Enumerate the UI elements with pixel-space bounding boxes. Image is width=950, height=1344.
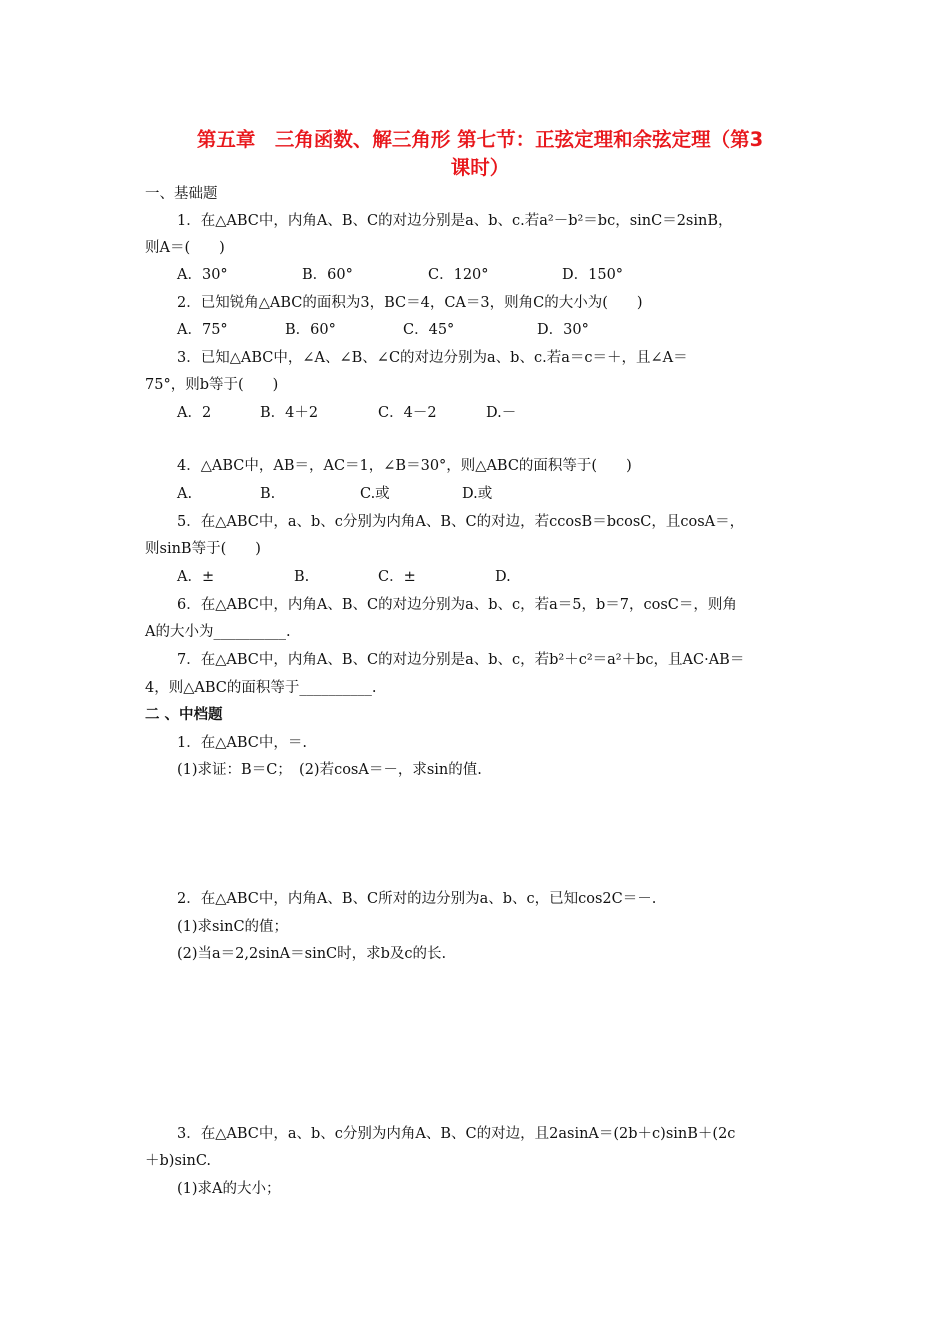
question-2-option-b: B．60° [285, 322, 336, 338]
section-heading-intermediate: 二 、中档题 [145, 707, 223, 723]
section2-question-2-part1: (1)求sinC的值； [177, 919, 289, 935]
question-1-text: 1．在△ABC中，内角A、B、C的对边分别是a、b、c.若a²－b²＝bc，sinC＝2sinB， [177, 213, 733, 229]
question-1-option-d: D．150° [562, 267, 624, 283]
question-1-option-c: C．120° [428, 267, 489, 283]
question-3-option-a: A．2 [177, 405, 212, 421]
question-1-option-a: A．30° [177, 267, 228, 283]
question-6-text-cont: A的大小为__________. [145, 624, 291, 640]
section2-question-1-parts: (1)求证：B＝C； (2)若cosA＝－，求sin的值. [177, 762, 482, 778]
document-title-line2: 课时） [450, 156, 510, 179]
question-2-option-d: D．30° [537, 322, 589, 338]
question-5-option-d: D. [495, 569, 511, 585]
question-5-option-c: C．± [378, 569, 416, 585]
section2-question-2-part2: (2)当a＝2,2sinA＝sinC时，求b及c的长. [177, 946, 447, 962]
document-title-line1: 第五章 三角函数、解三角形 第七节：正弦定理和余弦定理（第3 [196, 128, 764, 151]
question-7-text: 7．在△ABC中，内角A、B、C的对边分别是a、b、c，若b²＋c²＝a²＋bc，且AC·AB＝ [177, 652, 745, 668]
question-7-text-cont: 4，则△ABC的面积等于__________. [145, 680, 377, 696]
question-3-option-d: D.－ [486, 405, 517, 421]
question-5-text-cont: 则sinB等于( ) [145, 541, 261, 557]
question-5-text: 5．在△ABC中，a、b、c分别为内角A、B、C的对边，若ccosB＝bcosC，且cosA＝， [177, 514, 745, 530]
section2-question-1-text: 1．在△ABC中，＝. [177, 735, 307, 751]
section2-question-3-text: 3．在△ABC中，a、b、c分别为内角A、B、C的对边，且2asinA＝(2b＋c)sinB＋(2c [177, 1126, 736, 1142]
section-heading-basic: 一、基础题 [145, 186, 218, 202]
question-3-text-cont: 75°，则b等于( ) [145, 377, 279, 393]
question-4-option-b: B. [260, 486, 276, 502]
section2-question-3-part1: (1)求A的大小； [177, 1181, 281, 1197]
question-1-text-cont: 则A＝( ) [145, 240, 225, 256]
question-1-option-b: B．60° [302, 267, 353, 283]
question-2-option-a: A．75° [177, 322, 228, 338]
question-2-option-c: C．45° [403, 322, 455, 338]
question-6-text: 6．在△ABC中，内角A、B、C的对边分别为a、b、c，若a＝5，b＝7，cosC＝，则角 [177, 597, 737, 613]
question-5-option-b: B. [294, 569, 310, 585]
section2-question-3-text-cont: ＋b)sinC. [145, 1153, 212, 1169]
question-4-option-a: A. [177, 486, 193, 502]
question-5-option-a: A．± [177, 569, 215, 585]
question-3-option-b: B．4＋2 [260, 405, 319, 421]
question-4-option-c: C.或 [360, 486, 390, 502]
question-2-text: 2．已知锐角△ABC的面积为3，BC＝4，CA＝3，则角C的大小为( ) [177, 295, 643, 311]
section2-question-2-text: 2．在△ABC中，内角A、B、C所对的边分别为a、b、c，已知cos2C＝－. [177, 891, 657, 907]
question-4-text: 4．△ABC中，AB＝，AC＝1，∠B＝30°，则△ABC的面积等于( ) [177, 458, 632, 474]
question-4-option-d: D.或 [462, 486, 493, 502]
question-3-option-c: C．4－2 [378, 405, 437, 421]
question-3-text: 3．已知△ABC中，∠A、∠B、∠C的对边分别为a、b、c.若a＝c＝＋，且∠A＝ [177, 350, 688, 366]
